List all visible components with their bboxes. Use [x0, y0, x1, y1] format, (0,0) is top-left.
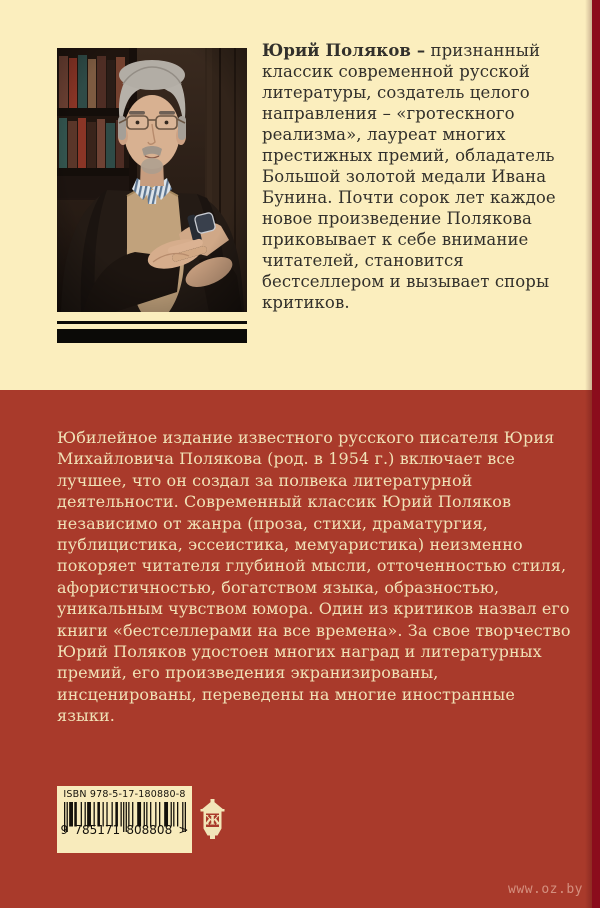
publisher-lantern-logo — [200, 799, 225, 839]
annotation-text: Юбилейное издание известного русского писателя Юрия Михайловича Полякова (род. в 1954 г.) включает все лучшее, что он создал за полвека литературной деятельности. Современный классик Юрий Поляков независимо от жанра (проза, стихи, драматургия, публицистика, эссеистика, мемуаристика) неизменно покоряет читателя глубиной мысли, отточенностью стиля, афористичностью, богатством языка, образностью, уникальным чувством юмора. Один из критиков назвал его книги «бестселлерами на все времена». За свое творчество Юрий Поляков удостоен многих наград и литературных премий, его произведения экранизированы, инсценированы, переведены на многие иностранные языки. — [57, 428, 571, 726]
author-blurb-text: признанный классик современной русской литературы, создатель целого направления – «гротескного реализма», лауреат многих престижных премий, обладатель Большой золотой медали Ивана Бунина. Почти сорок лет каждое новое произведение Полякова приковывает к себе внимание читателей, становится бестселлером и вызывает споры критиков. — [262, 41, 556, 312]
isbn-label: ISBN 978-5-17-180880-8 — [63, 789, 186, 800]
spine-edge-shadow — [585, 0, 592, 908]
author-blurb — [262, 40, 582, 313]
barcode-digit-group: 808808 — [126, 823, 173, 837]
barcode-digits — [61, 823, 189, 837]
barcode-digit-group: > — [178, 823, 189, 837]
divider-line-thin — [57, 321, 247, 324]
author-name-bold: Юрий Поляков – — [262, 41, 426, 60]
logo-letter: Ж — [203, 813, 222, 829]
author-portrait-illustration — [57, 48, 247, 312]
site-watermark: www.oz.by — [508, 882, 583, 897]
divider-bar-thick — [57, 329, 247, 343]
barcode-digit-group: 785171 — [74, 823, 121, 837]
spine-edge-strip — [592, 0, 600, 908]
author-photo — [57, 48, 247, 312]
barcode — [57, 786, 192, 853]
barcode-digit-group: 9 — [60, 823, 69, 837]
